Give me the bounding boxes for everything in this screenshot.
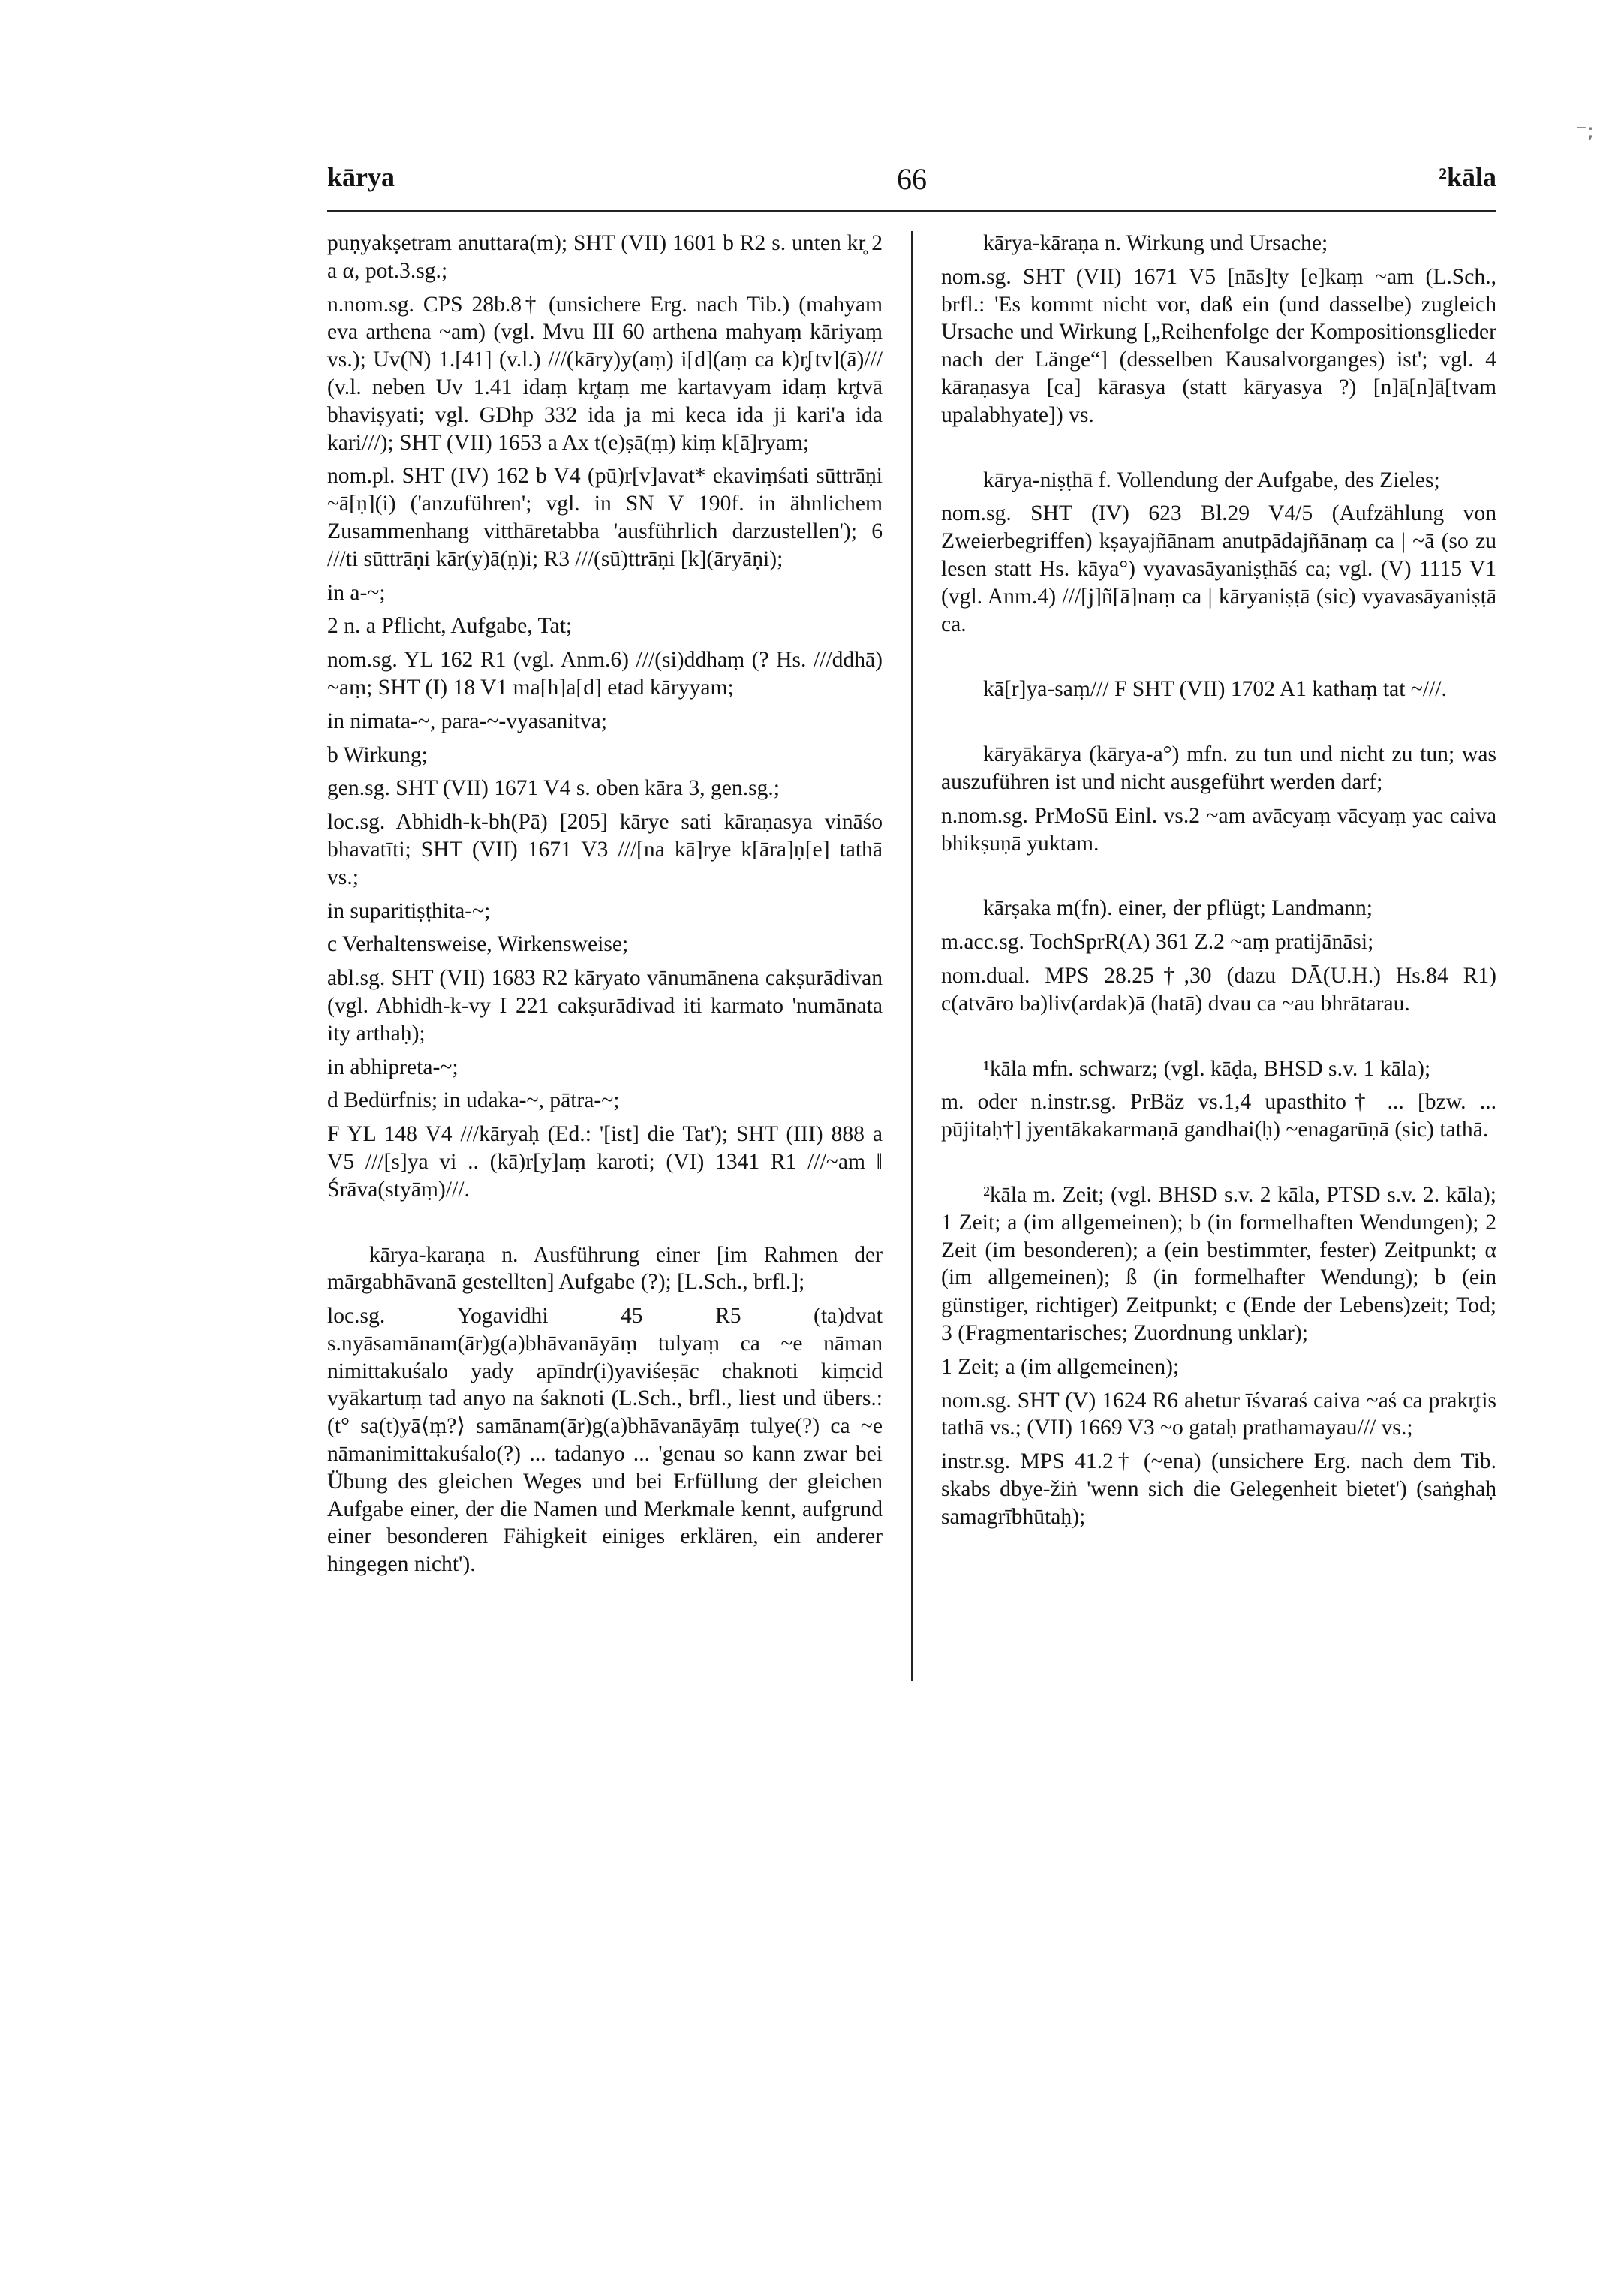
entry-paragraph: b Wirkung; <box>327 742 428 767</box>
entry-paragraph: nom.sg. SHT (IV) 623 Bl.29 V4/5 (Aufzählung von Zweierbegriffen) kṣayajñānam anutpādajñānaṃ ca | ~ā (so zu lesen statt Hs. kāya°) vyavasāyaniṣṭhāś ca; vgl. (V) 1115 V1 (vgl. Anm.4) ///[j]ñ[ā]naṃ ca | kāryaniṣṭā (sic) vyavasāyaniṣṭā ca. <box>941 501 1496 636</box>
entry-headword-karya-sam: kā[r]ya-saṃ/// F SHT (VII) 1702 A1 kathaṃ tat ~///. <box>983 677 1447 702</box>
entry-paragraph: abl.sg. SHT (VII) 1683 R2 kāryato vānumānena cakṣurādivan (vgl. Abhidh-k-vy I 221 cakṣurādivad iti karmato 'numānata ity arthaḥ); <box>327 966 883 1046</box>
entry-paragraph: c Verhaltensweise, Wirkensweise; <box>327 932 629 957</box>
entry-paragraph: n.nom.sg. CPS 28b.8† (unsichere Erg. nach Tib.) (mahyam eva arthena ~am) (vgl. Mvu III 60 arthena mahyaṃ kāriyaṃ vs.); Uv(N) 1.[41] (v.l.) ///(kāry)y(aṃ) i[d](aṃ ca k)r̥[tv](ā)/// (v.l. neben Uv 1.41 idaṃ kr̥taṃ me kartavyam idaṃ kr̥tvā bhaviṣyati; vgl. GDhp 332 ida ja mi keca ida ji kari'a ida kari///); SHT (VII) 1653 a Ax t(e)ṣā(ṃ) kiṃ k[ā]ryam; <box>327 292 883 455</box>
entry-paragraph: nom.pl. SHT (IV) 162 b V4 (pū)r[v]avat* ekaviṃśati sūttrāṇi ~ā[ṇ](i) ('anzuführen'; vgl. in SN V 190f. in ähnlichem Zusammenhang vitthāretabba 'ausführlich darzustellen'); 6 ///ti sūttrāṇi kār(y)ā(ṇ)i; R3 ///(sū)ttrāṇi [k](āryāṇi); <box>327 464 883 571</box>
entry-paragraph: in nimata-~, para-~-vyasanitva; <box>327 709 608 733</box>
entry-headword-kala-1: ¹kāla mfn. schwarz; (vgl. kāḍa, BHSD s.v. 1 kāla); <box>983 1056 1431 1081</box>
right-column <box>941 230 1496 1536</box>
page-number: 66 <box>897 162 927 196</box>
entry-paragraph: gen.sg. SHT (VII) 1671 V4 s. oben kāra 3, gen.sg.; <box>327 776 780 801</box>
entry-headword-karya-karana: kārya-karaṇa n. Ausführung einer [im Rahmen der mārgabhāvanā gestellten] Aufgabe (?); [L.Sch., brfl.]; <box>327 1242 883 1295</box>
entry-paragraph: 1 Zeit; a (im allgemeinen); <box>941 1354 1180 1379</box>
entry-paragraph: in abhipreta-~; <box>327 1055 459 1079</box>
header-left-headword: kārya <box>327 162 395 192</box>
entry-paragraph: F YL 148 V4 ///kāryaḥ (Ed.: '[ist] die Tat'); SHT (III) 888 a V5 ///[s]ya vi .. (kā)r[y]aṃ karoti; (VI) 1341 R1 ///~am ‖ Śrāva(styāṃ)///. <box>327 1122 883 1202</box>
entry-headword-karya-karana-2: kārya-kāraṇa n. Wirkung und Ursache; <box>983 231 1328 255</box>
entry-paragraph: nom.sg. SHT (V) 1624 R6 ahetur īśvaraś caiva ~aś ca prakr̥tis tathā vs.; (VII) 1669 V3 ~o gataḥ prathamayau/// vs.; <box>941 1388 1496 1440</box>
corner-mark: ⁻; <box>1576 119 1595 143</box>
entry-paragraph: m.acc.sg. TochSprR(A) 361 Z.2 ~aṃ pratijānāsi; <box>941 930 1374 955</box>
entry-headword-karsaka: kārṣaka m(fn). einer, der pflügt; Landmann; <box>983 896 1373 921</box>
entry-paragraph: m. oder n.instr.sg. PrBäz vs.1,4 upasthito† ... [bzw. ... pūjitaḥ†] jyentākakarmaṇā gandhai(ḥ) ~enagarūṇā (sic) tathā. <box>941 1090 1496 1142</box>
page-header <box>327 161 1496 206</box>
entry-paragraph: in a-~; <box>327 580 386 605</box>
header-rule <box>327 210 1496 212</box>
entry-paragraph: in suparitiṣṭhita-~; <box>327 898 491 923</box>
entry-headword-karyakarya: kāryākārya (kārya-a°) mfn. zu tun und nicht zu tun; was auszuführen ist und nicht ausgeführt werden darf; <box>941 742 1496 794</box>
entry-paragraph: 2 n. a Pflicht, Aufgabe, Tat; <box>327 614 573 639</box>
entry-paragraph: nom.sg. SHT (VII) 1671 V5 [nās]ty [e]kaṃ ~am (L.Sch., brfl.: 'Es kommt nicht vor, daß ein (und dasselbe) zugleich Ursache und Wirkung [„Reihenfolge der Kompositionsglieder nach der Länge“] (desselben Kausalvorganges) ist'; vgl. 4 kāraṇasya [ca] kārasya (statt kāryasya ?) [n]ā[n]ā[tvam upalabhyate]) vs. <box>941 264 1496 427</box>
entry-paragraph: d Bedürfnis; in udaka-~, pātra-~; <box>327 1088 620 1113</box>
entry-paragraph: puṇyakṣetram anuttara(m); SHT (VII) 1601 b R2 s. unten kr̥ 2 a α, pot.3.sg.; <box>327 231 883 283</box>
entry-paragraph: loc.sg. Abhidh-k-bh(Pā) [205] kārye sati kāraṇasya vināśo bhavatīti; SHT (VII) 1671 V3 ///[na kā]rye k[āra]ṇ[e] tathā vs.; <box>327 810 883 889</box>
entry-headword-karya-nistha: kārya-niṣṭhā f. Vollendung der Aufgabe, des Zieles; <box>983 468 1440 492</box>
entry-paragraph: instr.sg. MPS 41.2† (~ena) (unsichere Erg. nach dem Tib. skabs dbye-žiṅ 'wenn sich die Gelegenheit bietet') (saṅghaḥ samagrībhūtaḥ); <box>941 1449 1496 1529</box>
entry-headword-kala-2: ²kāla m. Zeit; (vgl. BHSD s.v. 2 kāla, PTSD s.v. 2. kāla); 1 Zeit; a (im allgemeinen); b (in formelhaften Wendungen); 2 Zeit (im besonderen); a (ein bestimmter, fester) Zeitpunkt; α (im allgemeinen); ß (in formelhafter Wendung); b (ein günstiger, richtiger) Zeitpunkt; c (Ende der Lebens)zeit; Tod; 3 (Fragmentarisches; Zuordnung unklar); <box>941 1182 1496 1345</box>
entry-paragraph: loc.sg. Yogavidhi 45 R5 (ta)dvat s.nyāsamānam(ār)g(a)bhāvanāyāṃ tulyaṃ ca ~e nāman nimittakuśalo yady apīndr(i)yaviśeṣāc chaknoti kiṃcid vyākartuṃ tad anyo na śaknoti (L.Sch., brfl., liest und übers.: (t° sa(t)yā⟨ṃ?⟩ samānam(ār)g(a)bhāvanāyāṃ tulye(?) ca ~e nāmanimittakuśalo(?) ... tadanyo ... 'genau so kann zwar bei Übung des gleichen Weges und bei Erfüllung der gleichen Aufgabe einer, der die Namen und Merkmale kennt, aufgrund einer besonderen Fähigkeit einiges erklären, ein anderer hingegen nicht'). <box>327 1304 883 1577</box>
column-separator <box>911 231 913 1681</box>
entry-paragraph: nom.sg. YL 162 R1 (vgl. Anm.6) ///(si)ddhaṃ (? Hs. ///ddhā) ~aṃ; SHT (I) 18 V1 ma[h]a[d] etad kāryyam; <box>327 648 883 700</box>
header-right-headword: ²kāla <box>1439 162 1496 192</box>
entry-paragraph: n.nom.sg. PrMoSū Einl. vs.2 ~am avācyaṃ vācyaṃ yac caiva bhikṣuṇā yuktam. <box>941 803 1496 856</box>
entry-paragraph: nom.dual. MPS 28.25†,30 (dazu DĀ(U.H.) Hs.84 R1) c(atvāro ba)liv(ardak)ā (hatā) dvau ca ~au bhrātarau. <box>941 963 1496 1016</box>
left-column <box>327 230 883 1584</box>
